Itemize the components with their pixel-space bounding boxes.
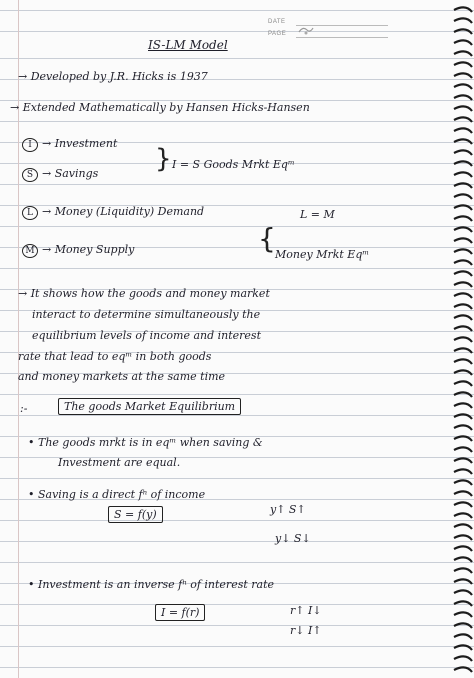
spiral-ring: [454, 469, 472, 474]
note-extended: → Extended Mathematically by Hansen Hicks-Hansen: [10, 101, 310, 114]
section-title: The goods Market Equilibrium: [58, 400, 241, 413]
note-developed: → Developed by J.R. Hicks is 1937: [18, 70, 208, 83]
saving-function: S = f(y): [108, 508, 163, 521]
spiral-ring: [454, 282, 472, 287]
spiral-ring: [454, 161, 472, 166]
spiral-ring: [454, 480, 472, 485]
i-marker: I: [22, 138, 38, 152]
spiral-ring: [454, 535, 472, 540]
spiral-ring: [454, 436, 472, 441]
spiral-ring: [454, 293, 472, 298]
bullet-3: • Investment is an inverse fⁿ of interest rate: [28, 578, 275, 591]
spiral-ring: [454, 601, 472, 606]
spiral-ring: [454, 84, 472, 89]
note-money-supply: M → Money Supply: [22, 243, 134, 258]
spiral-ring: [454, 106, 472, 111]
spiral-ring: [454, 623, 472, 628]
page-row: [268, 28, 388, 40]
spiral-ring: [454, 370, 472, 375]
spiral-ring: [454, 524, 472, 529]
spiral-ring: [454, 502, 472, 507]
spiral-ring: [454, 656, 472, 661]
goods-equilibrium: I = S Goods Mrkt Eqᵐ: [172, 158, 295, 171]
spiral-ring: [454, 337, 472, 342]
spiral-ring: [454, 7, 472, 12]
income-down-saving-down: y↓ S↓: [275, 532, 311, 545]
spiral-ring: [454, 546, 472, 551]
spiral-ring: [454, 557, 472, 562]
spiral-ring: [454, 73, 472, 78]
spiral-ring: [454, 403, 472, 408]
investment-function: I = f(r): [155, 606, 205, 619]
spiral-ring: [454, 414, 472, 419]
note-money-demand: L → Money (Liquidity) Demand: [22, 205, 204, 220]
date-label: DATE: [268, 19, 286, 25]
spiral-ring: [454, 62, 472, 67]
spiral-ring: [454, 645, 472, 650]
section-marker: :-: [20, 402, 28, 415]
page-title: IS-LM Model: [148, 38, 228, 52]
spiral-ring: [454, 392, 472, 397]
money-equilibrium: Money Mrkt Eqᵐ: [275, 248, 370, 261]
date-row: [268, 16, 388, 28]
bullet-2: • Saving is a direct fⁿ of income: [28, 488, 206, 501]
page-header: [268, 16, 388, 46]
note-savings: S → Savings: [22, 167, 98, 182]
spiral-ring: [454, 40, 472, 45]
spiral-ring: [454, 216, 472, 221]
spiral-ring: [454, 29, 472, 34]
spiral-ring: [454, 260, 472, 265]
spiral-ring: [454, 447, 472, 452]
spiral-ring: [454, 634, 472, 639]
spiral-ring: [454, 304, 472, 309]
spiral-ring: [454, 568, 472, 573]
spiral-ring: [454, 227, 472, 232]
spiral-ring: [454, 326, 472, 331]
spiral-ring: [454, 150, 472, 155]
m-marker: M: [22, 244, 38, 258]
brace-money: {: [258, 222, 276, 255]
spiral-ring: [454, 271, 472, 276]
s-marker: S: [22, 168, 38, 182]
spiral-ring: [454, 579, 472, 584]
bullet-1-line-1: • The goods mrkt is in eqᵐ when saving &: [28, 436, 263, 449]
spiral-ring: [454, 381, 472, 386]
spiral-ring: [454, 359, 472, 364]
page-label: PAGE: [268, 31, 287, 37]
bullet-1-line-2: Investment are equal.: [58, 456, 181, 469]
para-line-2: interact to determine simultaneously the: [32, 308, 261, 321]
l-marker: L: [22, 206, 38, 220]
spiral-ring: [454, 183, 472, 188]
spiral-ring: [454, 249, 472, 254]
spiral-ring: [454, 315, 472, 320]
spiral-ring: [454, 348, 472, 353]
rate-up-investment-down: r↑ I↓: [290, 604, 322, 617]
spiral-ring: [454, 238, 472, 243]
spiral-ring: [454, 513, 472, 518]
para-line-4: rate that lead to eqᵐ in both goods: [18, 350, 212, 363]
spiral-ring: [454, 667, 472, 672]
spiral-ring: [454, 612, 472, 617]
spiral-ring: [454, 117, 472, 122]
spiral-ring: [454, 491, 472, 496]
spiral-ring: [454, 205, 472, 210]
spiral-ring: [454, 425, 472, 430]
para-line-5: and money markets at the same time: [18, 370, 226, 383]
spiral-ring: [454, 172, 472, 177]
income-up-saving-up: y↑ S↑: [270, 503, 306, 516]
note-investment: I → Investment: [22, 137, 117, 152]
spiral-ring: [454, 18, 472, 23]
spiral-ring: [454, 194, 472, 199]
lm-equation: L = M: [300, 208, 335, 221]
rate-down-investment-up: r↓ I↑: [290, 624, 322, 637]
spiral-ring: [454, 128, 472, 133]
spiral-ring: [454, 51, 472, 56]
spiral-ring: [454, 139, 472, 144]
para-line-3: equilibrium levels of income and interest: [32, 329, 261, 342]
spiral-ring: [454, 95, 472, 100]
para-line-1: → It shows how the goods and money market: [18, 287, 270, 300]
spiral-ring: [454, 458, 472, 463]
spiral-binding: [452, 0, 474, 678]
brace-goods: }: [155, 144, 172, 174]
spiral-ring: [454, 590, 472, 595]
